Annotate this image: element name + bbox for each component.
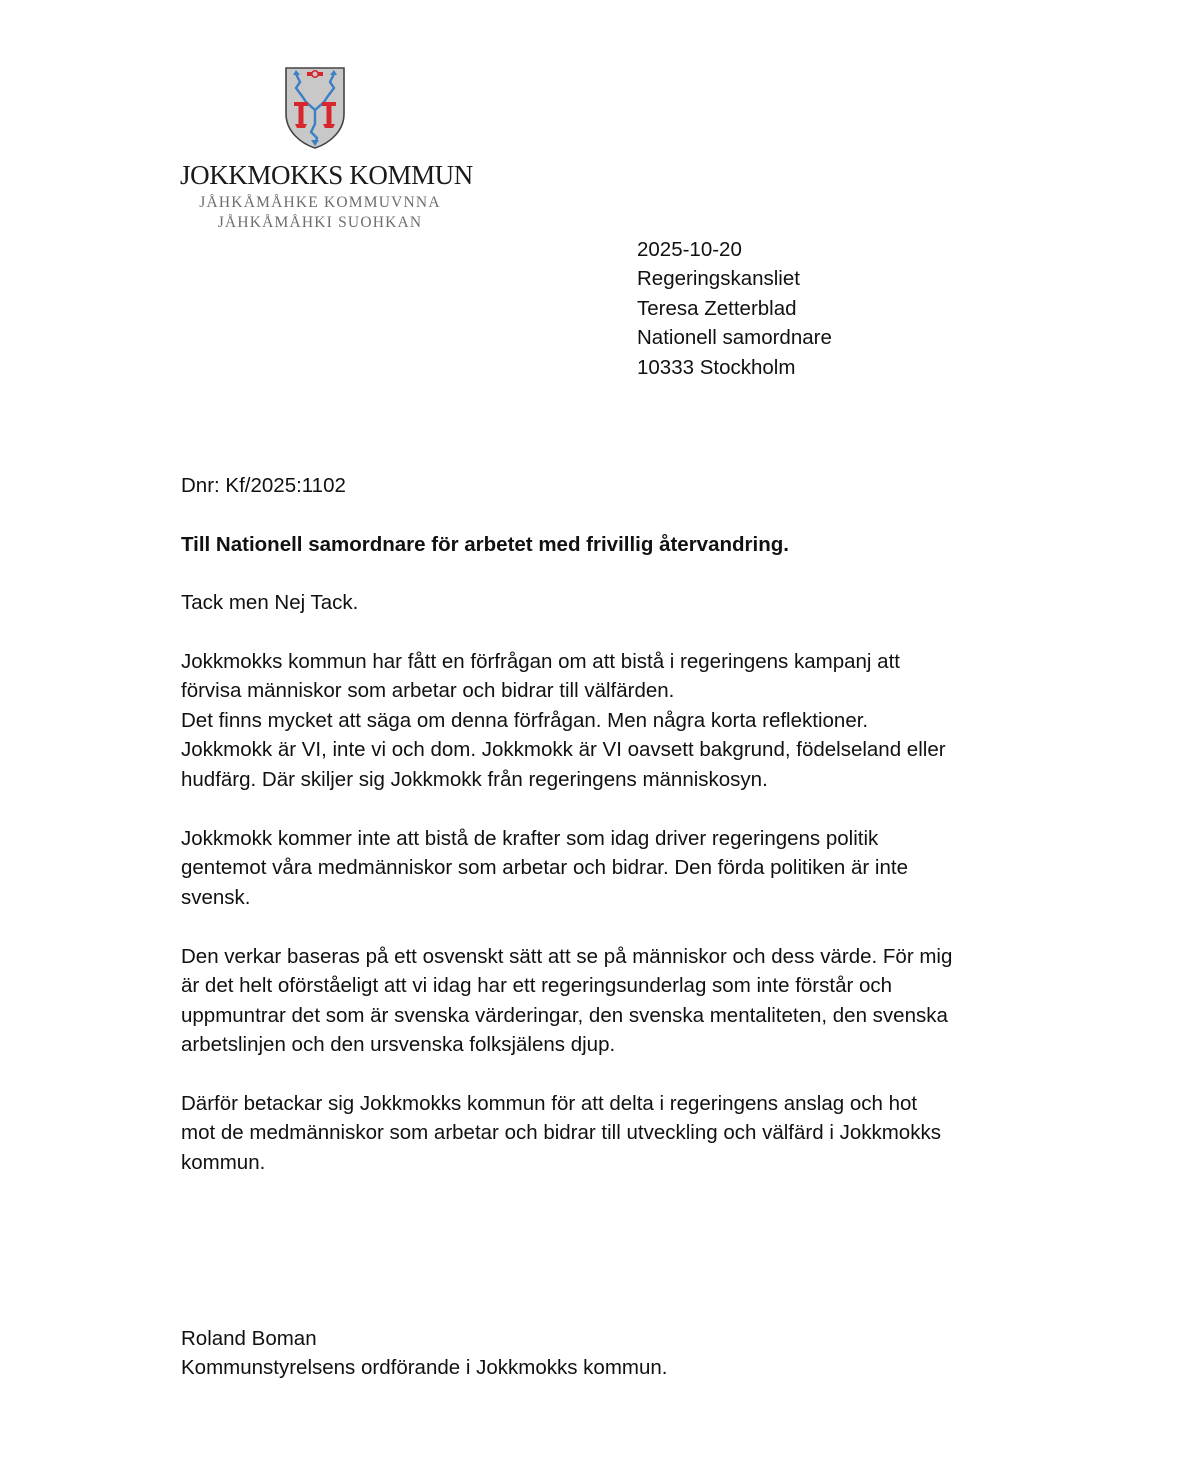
reference-number: Dnr: Kf/2025:1102 [181,474,346,497]
recipient-city: 10333 Stockholm [637,355,796,379]
paragraph-line: Därför betackar sig Jokkmokks kommun för att delta i regeringens anslag och hot [181,1092,918,1115]
paragraph-line: är det helt oförståeligt att vi idag har ett regeringsunderlag som inte förstår och [181,974,893,998]
paragraph-line: uppmuntrar det som är svenska värderingar, den svenska mentaliteten, den svenska [181,1003,948,1027]
paragraph [181,824,1021,912]
letter-greeting: Tack men Nej Tack. [181,591,359,614]
paragraph-line: arbetslinjen och den ursvenska folksjälens djup. [181,1033,616,1057]
org-name: JOKKMOKKS KOMMUN [180,160,473,190]
signature-block [181,1324,1021,1383]
paragraph [181,942,1021,1060]
org-name-sami-2: JÅHKÅMÅHKI SUOHKAN [217,214,423,231]
paragraph-line: Jokkmokks kommun har fått en förfrågan om att bistå i regeringens kampanj att [181,650,900,673]
recipient-title: Nationell samordnare [637,326,832,350]
paragraph-line: Det finns mycket att säga om denna förfrågan. Men några korta reflektioner. [181,708,869,732]
paragraph-line: Jokkmokk kommer inte att bistå de krafter som idag driver regeringens politik [181,827,879,850]
recipient-org: Regeringskansliet [637,267,800,291]
paragraph-line: Den verkar baseras på ett osvenskt sätt att se på människor och dess värde. För mig [181,945,953,968]
letter-subject: Till Nationell samordnare för arbetet med frivillig återvandring. [181,533,789,556]
signatory-title: Kommunstyrelsens ordförande i Jokkmokks kommun. [181,1356,668,1380]
paragraph-line: svensk. [181,885,251,909]
paragraph [181,647,1021,794]
paragraph-line: förvisa människor som arbetar och bidrar till välfärden. [181,679,675,703]
paragraph-line: Jokkmokk är VI, inte vi och dom. Jokkmokk är VI oavsett bakgrund, födelseland eller [181,738,946,762]
coat-of-arms-icon [284,66,346,150]
paragraph-line: kommun. [181,1150,266,1174]
paragraph [181,1089,1021,1177]
signatory-name: Roland Boman [181,1327,317,1350]
paragraph-line: mot de medmänniskor som arbetar och bidrar till utveckling och välfärd i Jokkmokks [181,1121,941,1145]
org-name-sami-1: JÅHKÅMÅHKE KOMMUVNNA [199,194,441,211]
letter-date: 2025-10-20 [637,238,742,261]
recipient-name: Teresa Zetterblad [637,296,797,320]
recipient-address [637,235,832,382]
paragraph-line: gentemot våra medmänniskor som arbetar och bidrar. Den förda politiken är inte [181,856,908,880]
paragraph-line: hudfärg. Där skiljer sig Jokkmokk från regeringens människosyn. [181,767,768,791]
